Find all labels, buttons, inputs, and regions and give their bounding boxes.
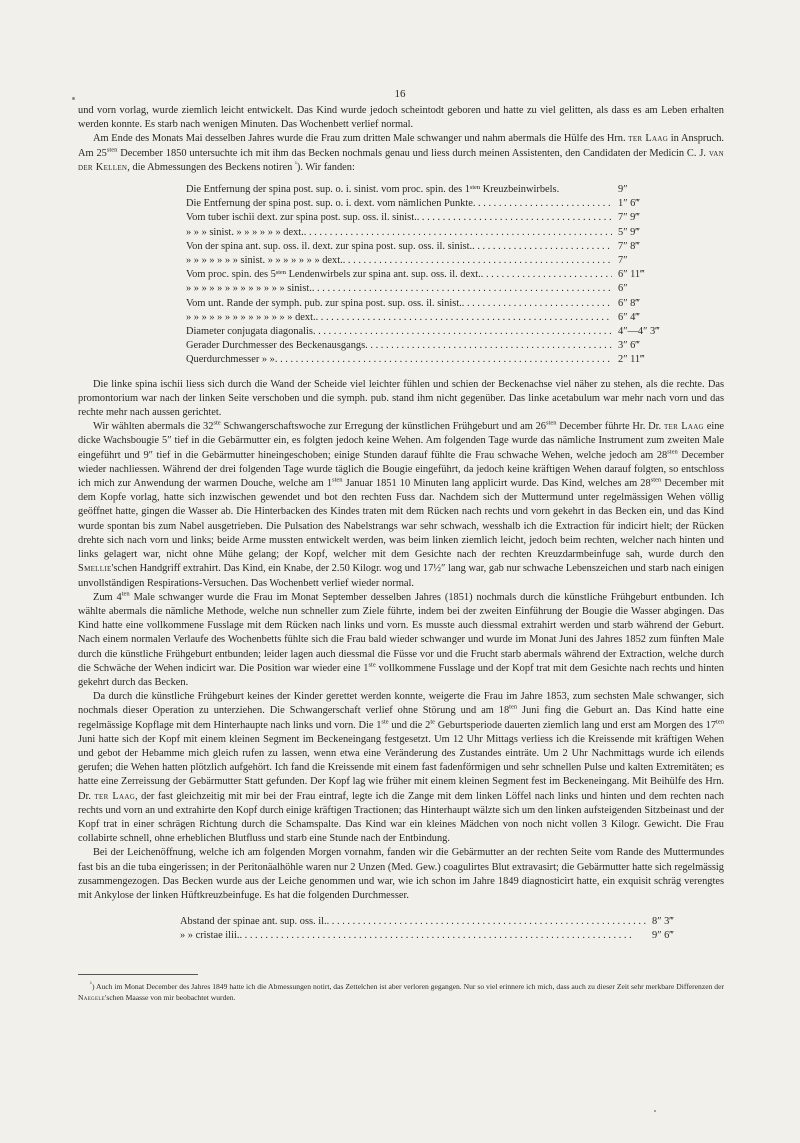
superscript: ten: [121, 590, 130, 598]
text-run: ) Auch im Monat December des Jahres 1849 hatte ich die Abmessungen notirt, das Zettelchen ist aber verloren gegangen. Nur so viel erinnere ich mich, dass auch zu dieser Zeit sehr merkbare Differenzen der: [91, 981, 724, 991]
leader-dots: [559, 183, 612, 197]
leader-dots: [462, 297, 612, 311]
text-run: December wieder nachliessen. Während der drei folgenden Tage wurde täglich die Bougie eingeführt, da jedoch keine kräftigen Wehen darauf folgten, so entschloss ich mich zur Anwendung der warmen Douche, welche am 1: [78, 449, 724, 490]
measurement-label: Querdurchmesser » »: [186, 354, 275, 366]
measurement-row: [186, 311, 666, 325]
person-name: ter Laag: [94, 790, 136, 802]
measurement-row: [186, 353, 666, 367]
superscript: ste: [381, 718, 389, 726]
leader-dots: [304, 226, 612, 240]
page-number: 16: [394, 88, 406, 100]
text-run: December führte Hr. Dr.: [556, 421, 664, 433]
text-run: 'schen Maasse von mir beobachtet wurden.: [105, 992, 236, 1002]
measurement-table: [186, 183, 666, 368]
measurement-row: [186, 226, 666, 240]
measurement-row: [186, 339, 666, 353]
measurement-value: 7″ 8‴: [618, 240, 640, 252]
superscript: sten: [545, 419, 557, 427]
measurement-row: [186, 183, 666, 197]
leader-dots: [239, 929, 646, 943]
person-name: ter Laag: [628, 133, 669, 145]
measurement-value: 7″: [618, 255, 628, 267]
measurement-row: [186, 297, 666, 311]
measurement-value: 7″ 9‴: [618, 212, 640, 224]
measurement-label: » » cristae ilii.: [180, 930, 240, 942]
paragraph-4: [78, 420, 724, 590]
text-run: , die Abmessungen des Beckens notiren: [127, 161, 295, 173]
measurement-label: Vom unt. Rande der symph. pub. zur spina post. sup. oss. il. sinist.: [186, 297, 462, 309]
superscript: ten: [509, 703, 518, 711]
measurement-row: [180, 929, 700, 943]
measurement-table-2: [180, 915, 700, 943]
measurement-label: Vom tuber ischii dext. zur spina post. sup. oss. il. sinist.: [186, 212, 417, 224]
measurement-value: 6″ 8‴: [618, 297, 640, 309]
measurement-label: Die Entfernung der spina post. sup. o. i. sinist. vom proc. spin. des 1ˢᵗᵉⁿ Kreuzbeinwirbels.: [186, 184, 560, 196]
measurement-label: » » » » » » » » » » » » » sinist.: [186, 283, 312, 295]
page-body: [78, 104, 724, 1003]
paragraph-6: [78, 690, 724, 846]
footnote-mark: ¹: [90, 980, 92, 988]
leader-dots: [365, 339, 612, 353]
paragraph-7: Bei der Leichenöffnung, welche ich am folgenden Morgen vornahm, fanden wir die Gebärmutter an der rechten Seite vom Rande des Muttermundes fast bis an die tuba eingerissen; in der Peritonäalhöhle waren nur 2 Unzen (Med. Gew.) coagulirtes Blut extravasirt; die Gebärmutter hatte sich regelmässig zusammengezogen. Das Becken wurde aus der Leiche genommen und war, wie ich schon im Jahre 1849 diagnosticirt hatte, ein exquisit schräg verengtes mit Ankylose der linken Hüftkreuzbeinfuge. Es hat die folgenden Durchmesser.: [78, 847, 724, 901]
text-run: Da durch die künstliche Frühgeburt keines der Kinder gerettet werden konnte, weigerte die Frau im Jahre 1853, zum sechsten Male schwanger, sich nochmals dieser Operation zu unterziehen. Die Schwangerschaft verlief ohne Störung und am 18: [78, 691, 724, 717]
person-name: Smellie: [78, 563, 112, 575]
measurement-row: [186, 211, 666, 225]
text-run: Wir wählten abermals die 32: [93, 421, 214, 433]
paper-speck: [72, 97, 75, 100]
text-run: Januar 1851 10 Minuten lang applicirt wurde. Das Kind, welches am 28: [342, 478, 651, 490]
measurement-row: [186, 282, 666, 296]
text-run: Schwangerschaftswoche zur Erregung der künstlichen Frühgeburt und am 26: [220, 421, 546, 433]
person-name: ter Laag: [663, 421, 704, 433]
superscript: ste: [213, 419, 221, 427]
measurement-value: 1″ 6‴: [618, 198, 640, 210]
leader-dots: [327, 915, 646, 929]
measurement-row: [186, 325, 666, 339]
measurement-value: 3″ 6‴: [618, 340, 640, 352]
superscript: sten: [667, 448, 678, 456]
footnote: [78, 981, 724, 1003]
text-run: vollkommene Fusslage und der Kopf trat mit dem Gesichte nach rechts und hinten gekehrt durch das Becken.: [78, 662, 724, 688]
leader-dots: [481, 268, 612, 282]
footnote-ref: ¹: [294, 160, 297, 168]
text-run: December mit dem Kopfe vorlag, hatte sich inzwischen gewendet und bot den rechten Fuss dar. Nachdem sich der Muttermund unter regelmässigen Wehen völlig geöffnet hatte, gingen die Wasser ab. Die Hinterbacken des Kindes traten mit dem Rücken nach rechts und vorn gekehrt in das Becken ein, und das Kind wurde spontan bis zum Nabel ausgetrieben. Die Pulsation des Nabelstrangs war sehr schwach, wesshalb ich die Extraction für indicirt hielt; der Rücken drehte sich nach vorn und links; beide Arme mussten entwickelt werden, was beim linken ziemlich leicht, jedoch beim rechten, welcher nach hinten und links gelagert war, nicht ohne Mühe gelang; der Kopf, welcher mit dem Gesichte nach der rechten Kreuzdarmbeinfuge sah, wurde durch den: [78, 478, 724, 561]
superscript: sten: [650, 476, 662, 484]
measurement-label: Diameter conjugata diagonalis: [186, 326, 313, 338]
measurement-row: [186, 197, 666, 211]
text-run: Juni fing die Geburt an. Das Kind hatte eine regelmässige Kopflage mit dem Hinterhaupte nach links und vorn. Die 1: [78, 705, 724, 731]
text-run: und die 2: [388, 719, 431, 731]
measurement-label: Vom proc. spin. des 5ˢᵗᵉⁿ Lendenwirbels zur spina ant. sup. oss. il. dext.: [186, 269, 481, 281]
leader-dots: [343, 254, 612, 268]
paragraph-3: Die linke spina ischii liess sich durch die Wand der Scheide viel leichter fühlen und schien der Beckenachse viel näher zu stehen, als die rechte. Das promontorium war nach der linken Seite verschoben und die symph. pub. stand ihm nicht gegenüber. Das linke acetabulum war mehr nach vorn und das rechte mehr nach aussen gerichtet.: [78, 378, 724, 419]
leader-dots: [473, 197, 612, 211]
text-run: , der fast gleichzeitig mit mir bei der Frau eintraf, legte ich die Zange mit dem linken Löffel nach links und hinten und dem rechten nach rechts und vorn an und extrahirte den Kopf durch einige kräftigen Tractionen; das Hinterhaupt wälzte sich um den linken aufsteigenden Sitzbeinast und der Kopf trat in einer schrägen Richtung durch die Schamspalte. Das Kind war ein kleines Mädchen von noch nicht vollen 3 Kilogr. Gewicht. Die Frau collabirte schnell, ohne erheblichen Blutfluss und starb eine Stunde nach der Entbindung.: [78, 790, 725, 845]
superscript: ste: [368, 661, 376, 669]
measurement-row: [180, 915, 700, 929]
text-run: 'schen Handgriff extrahirt. Das Kind, ein Knabe, der 2.50 Kilogr. wog und 17½″ lang war, gab nur schwache Lebenszeichen und starb nach einigen unvollständigen Respirations-Versuchen. Das Wochenbett verlief wieder normal.: [78, 563, 724, 589]
paragraph-5: [78, 591, 724, 690]
leader-dots: [275, 353, 612, 367]
intro-paragraph: und vorn vorlag, wurde ziemlich leicht entwickelt. Das Kind wurde jedoch scheintodt geboren und hatte zu viel gelitten, als dass es am Leben erhalten werden konnte. Es starb nach wenigen Minuten. Das Wochenbett verlief normal.: [78, 105, 724, 131]
footnote-rule: [78, 974, 198, 975]
superscript: sten: [106, 146, 118, 154]
measurement-value: 6″ 11‴: [618, 269, 645, 281]
leader-dots: [312, 282, 612, 296]
measurement-row: [186, 240, 666, 254]
measurement-value: 6″ 4‴: [618, 311, 640, 323]
text-run: Am Ende des Monats Mai desselben Jahres wurde die Frau zum dritten Male schwanger und nahm abermals die Hülfe des Hrn.: [93, 133, 629, 145]
paper-speck: [654, 1110, 656, 1112]
text-run: Zum 4: [93, 591, 122, 603]
measurement-value: 2″ 11‴: [618, 354, 645, 366]
text-run: eine dicke Wachsbougie 5″ tief in die Gebärmutter ein, es folgten jedoch keine Wehen. Am folgenden Tage wurde das nämliche Instrument zum zweiten Male eingeführt und 9″ tief in die Gebärmutter hineingeschoben; einige Stunden darauf fühlte die Frau schwache Wehen, welche jedoch am 28: [78, 421, 725, 461]
text-run: Juni hatte sich der Kopf mit einem kleinen Segment im Beckeneingang festgesetzt. Um 12 Uhr Mittags verliess ich die Kreissende mit kräftigen Wehen und gebot der Hebamme mich gleich rufen zu lassen, wenn etwa eine Veränderung des Zustandes einträte. Um 2 Uhr Nachmittags wurde ich eilends gerufen; die Wehen hatten plötzlich aufgehört. Ich fand die Kreissende mit einem fast fadenförmigen und sehr schnellen Pulse und kalten Extremitäten; es hatte eine Zerreissung der Gebärmutter Statt gefunden. Der Kopf lag wie früher mit einem kleinen Segment fest im Beckeneingang. Mit Beihülfe des Hrn. Dr.: [78, 733, 724, 802]
measurement-value: 4″—4″ 3‴: [618, 326, 660, 338]
person-name: Naegele: [78, 992, 106, 1002]
measurement-value: 8″ 3‴: [652, 916, 674, 928]
measurement-label: » » » sinist. » » » » » » dext.: [186, 226, 304, 238]
text-run: ). Wir fanden:: [296, 161, 355, 173]
superscript: ten: [716, 718, 724, 726]
paragraph-2: [78, 132, 724, 175]
measurement-label: » » » » » » » » » » » » » » dext.: [186, 311, 316, 323]
measurement-row: [186, 254, 666, 268]
text-run: in Anspruch. Am 25: [78, 133, 724, 159]
measurement-label: Von der spina ant. sup. oss. il. dext. zur spina post. sup. oss. il. sinist.: [186, 240, 473, 252]
text-run: Geburtsperiode dauerten ziemlich lang und erst am Morgen des 17: [435, 719, 717, 731]
leader-dots: [313, 325, 612, 339]
measurement-label: Die Entfernung der spina post. sup. o. i. dext. vom nämlichen Punkte: [186, 198, 473, 210]
superscript: te: [430, 718, 436, 726]
measurement-label: Gerader Durchmesser des Beckenausgangs: [186, 340, 366, 352]
text-run: December 1850 untersuchte ich mit ihm das Becken nochmals genau und liess durch meinen Assistenten, den Candidaten der Medicin C. J.: [117, 147, 709, 159]
text-run: Male schwanger wurde die Frau im Monat September desselben Jahres (1851) nochmals durch die künstliche Frühgeburt entbunden. Ich wählte abermals die nämliche Methode, welche nun schneller zum Ziele führte, indem bei der zweiten Einführung der Bougie die Wasser abgingen. Das Kind hatte eine vollkommene Fusslage mit dem Rücken nach links und vorn. Es musste auch diessmal extrahirt werden und starb während der Geburt. Nach einem normalen Verlaufe des Wochenbetts fühlte sich die Frau bald wieder schwanger und wurde im Monat Juni des Jahres 1852 zum fünften Male durch die künstliche Frühgeburt entbunden; leider lagen auch diessmal die Füsse vor und die Frucht starb abermals während der Extraction, welche durch die Schwäche der Wehen indicirt war. Die Position war wieder eine 1: [78, 591, 724, 674]
measurement-value: 6″: [618, 283, 628, 295]
measurement-value: 9″: [618, 184, 628, 196]
leader-dots: [417, 211, 612, 225]
leader-dots: [472, 240, 612, 254]
measurement-row: [186, 268, 666, 282]
superscript: sten: [332, 476, 343, 484]
measurement-label: Abstand der spinae ant. sup. oss. il.: [180, 916, 327, 928]
measurement-label: » » » » » » » sinist. » » » » » » » dext.: [186, 255, 343, 267]
measurement-value: 5″ 9‴: [618, 226, 640, 238]
measurement-value: 9″ 6‴: [652, 930, 674, 942]
leader-dots: [316, 311, 612, 325]
person-name: van der Kellen: [78, 147, 724, 173]
